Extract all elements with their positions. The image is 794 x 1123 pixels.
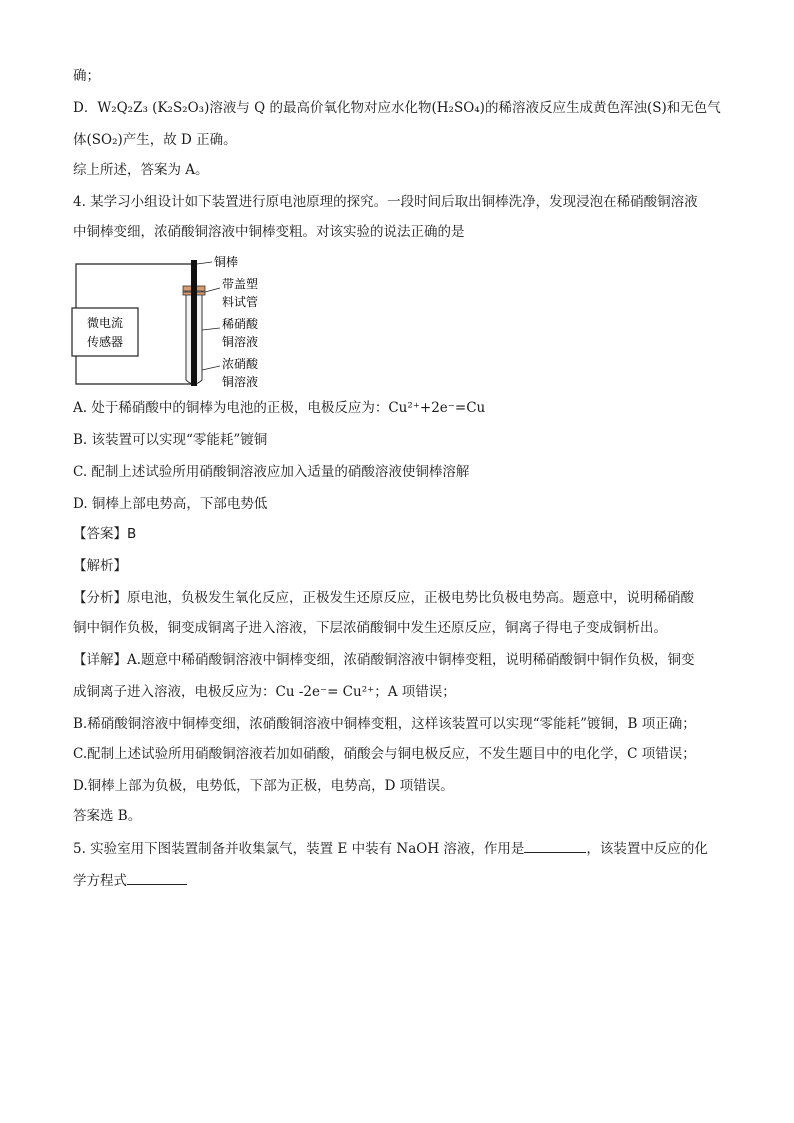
option-a: A. 处于稀硝酸中的铜棒为电池的正极，电极反应为：Cu²⁺+2e⁻=Cu: [73, 400, 486, 416]
text-line: 综上所述，答案为 A。: [73, 162, 209, 178]
question-4-stem: 4. 某学习小组设计如下装置进行原电池原理的探究。一段时间后取出铜棒洗净，发现浸泡在稀硝酸铜溶液: [73, 194, 698, 210]
rod-label: 铜棒: [214, 255, 239, 269]
detail-text: 答案选 B。: [73, 808, 142, 824]
answer-blank[interactable]: [127, 870, 187, 885]
analysis-text: 【分析】原电池，负极发生氧化反应，正极发生还原反应，正极电势比负极电势高。题意中，说明稀硝酸: [73, 590, 694, 606]
question-4-stem: 中铜棒变细，浓硝酸铜溶液中铜棒变粗。对该实验的说法正确的是: [73, 224, 465, 240]
tube-label: 料试管: [222, 295, 259, 309]
dilute-solution-label: 稀硝酸: [222, 317, 259, 331]
option-b: B. 该装置可以实现“零能耗”镀铜: [73, 432, 268, 448]
sensor-label: 微电流: [86, 316, 124, 330]
option-d: D. 铜棒上部电势高，下部电势低: [73, 496, 268, 512]
detail-text: 成铜离子进入溶液，电极反应为：Cu -2e⁻= Cu²⁺；A 项错误；: [73, 684, 456, 700]
detail-text: B.稀硝酸铜溶液中铜棒变细，浓硝酸铜溶液中铜棒变粗，这样该装置可以实现“零能耗”镀铜，B 项正确；: [73, 716, 696, 732]
galvanic-cell-figure: [70, 252, 300, 390]
question-5-stem: [73, 870, 187, 891]
text-line: 确；: [73, 68, 100, 84]
conc-solution-label: 铜溶液: [222, 375, 259, 389]
analysis-text: 铜中铜作负极，铜变成铜离子进入溶液，下层浓硝酸铜中发生还原反应，铜离子得电子变成铜析出。: [73, 620, 667, 636]
question-5-text: ，该装置中反应的化: [586, 841, 708, 857]
conc-solution-label: 浓硝酸: [222, 357, 259, 371]
question-5-text: 学方程式: [73, 873, 127, 889]
question-5-stem: [73, 838, 708, 859]
circuit-wire: [76, 264, 194, 308]
answer-blank[interactable]: [524, 838, 586, 853]
text-line: D．W₂Q₂Z₃ (K₂S₂O₃)溶液与 Q 的最高价氧化物对应水化物(H₂SO₄)的稀溶液反应生成黄色浑浊(S)和无色气: [73, 100, 721, 116]
detail-text: D.铜棒上部为负极，电势低，下部为正极，电势高，D 项错误。: [73, 778, 454, 794]
text-line: 体(SO₂)产生，故 D 正确。: [73, 132, 237, 148]
tube-label: 带盖塑: [222, 277, 259, 291]
question-5-text: 5. 实验室用下图装置制备并收集氯气，装置 E 中装有 NaOH 溶液，作用是: [73, 841, 525, 857]
answer-label: 【答案】B: [73, 526, 137, 542]
detail-text: C.配制上述试验所用硝酸铜溶液若加如硝酸，硝酸会与铜电极反应，不发生题目中的电化学，C 项错误；: [73, 746, 696, 762]
option-c: C. 配制上述试验所用硝酸铜溶液应加入适量的硝酸溶液使铜棒溶解: [73, 464, 470, 480]
copper-rod: [191, 260, 197, 386]
analysis-heading: 【解析】: [73, 558, 127, 574]
detail-text: 【详解】A.题意中稀硝酸铜溶液中铜棒变细，浓硝酸铜溶液中铜棒变粗，说明稀硝酸铜中铜作负极，铜变: [73, 652, 695, 668]
sensor-label: 传感器: [86, 335, 124, 349]
dilute-solution-label: 铜溶液: [222, 335, 259, 349]
circuit-wire: [76, 356, 194, 384]
